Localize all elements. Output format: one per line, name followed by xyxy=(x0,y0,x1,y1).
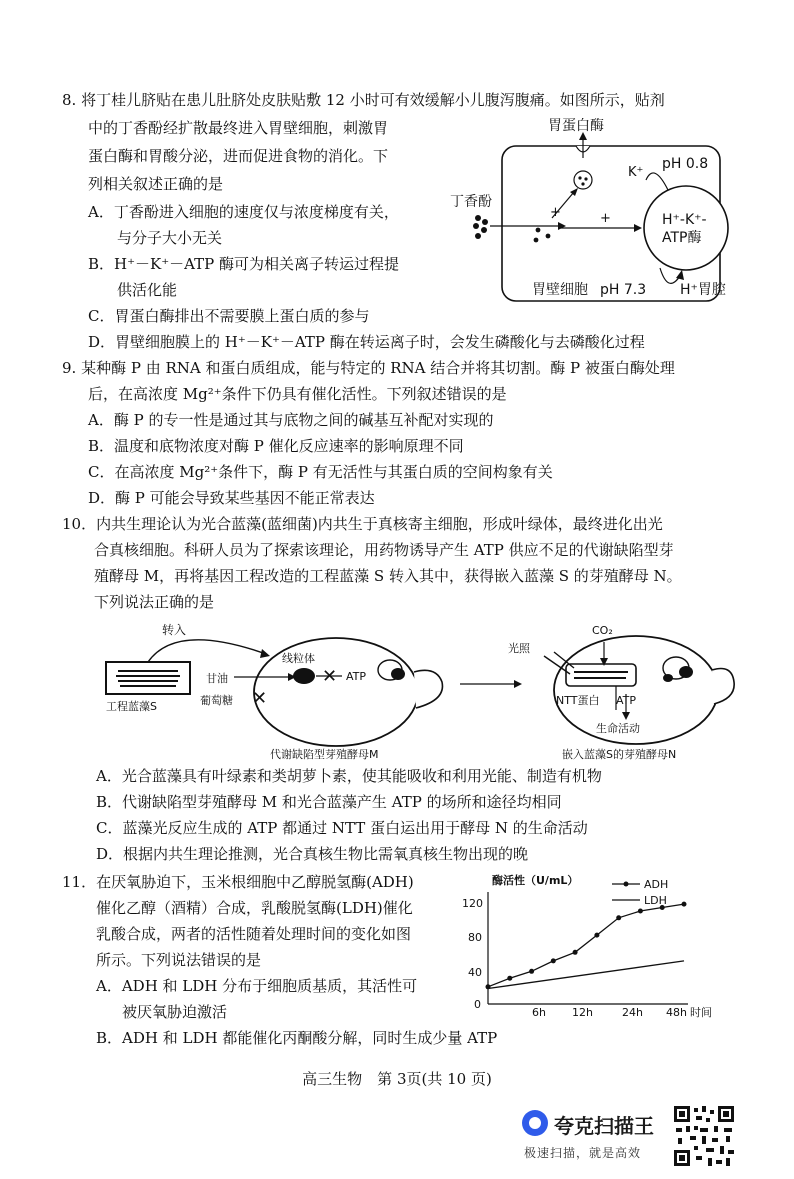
vesicle xyxy=(574,171,592,189)
q9-option-a: A．酶 P 的专一性是通过其与底物之间的碱基互补配对实现的 xyxy=(88,411,494,429)
q11-line-2: 催化乙醇（酒精）合成，乳酸脱氢酶(LDH)催化 xyxy=(96,899,413,917)
adh-point-9 xyxy=(682,902,687,907)
legend-ldh-label: LDH xyxy=(644,894,667,907)
label-plus-1: + xyxy=(550,205,561,220)
chart-xlabel: 时间 xyxy=(690,1006,712,1019)
q10-option-a: A．光合蓝藻具有叶绿素和类胡萝卜素，使其能吸收和利用光能、制造有机物 xyxy=(96,767,602,785)
adh-point-5 xyxy=(594,933,599,938)
q11-line-4: 所示。下列说法错误的是 xyxy=(96,951,262,969)
qr-code-icon xyxy=(672,1104,736,1168)
scanner-slogan: 极速扫描，就是高效 xyxy=(524,1146,642,1160)
label-yeast-m: 代谢缺陷型芽殖酵母M xyxy=(270,748,379,761)
scanner-app-name: 夸克扫描王 xyxy=(554,1114,654,1138)
label-atp-1: ATP xyxy=(346,670,367,683)
q10-option-d: D．根据内共生理论推测，光合真核生物比需氧真核生物出现的晚 xyxy=(96,845,529,863)
label-atp-2: ATP xyxy=(616,694,637,707)
label-transfer: 转入 xyxy=(162,623,187,637)
q10-option-c: C．蓝藻光反应生成的 ATP 都通过 NTT 蛋白运出用于酵母 N 的生命活动 xyxy=(96,819,588,837)
q8-option-b-cont: 供活化能 xyxy=(117,281,178,299)
label-pepsin: 胃蛋白酶 xyxy=(548,118,604,134)
label-plus-2: + xyxy=(600,211,611,226)
q10-figure xyxy=(96,612,736,762)
adh-point-7 xyxy=(638,909,643,914)
enzyme-activity-chart xyxy=(452,868,742,1020)
y-tick-2-label: 80 xyxy=(468,931,482,944)
label-enzyme-1: H⁺-K⁺- xyxy=(662,212,707,228)
y-tick-3-label: 120 xyxy=(462,897,483,910)
label-ph73: pH 7.3 xyxy=(600,282,647,298)
q9-line-2: 后，在高浓度 Mg²⁺条件下仍具有催化活性。下列叙述错误的是 xyxy=(88,385,507,403)
adh-point-1 xyxy=(507,976,512,981)
q9-option-b: B．温度和底物浓度对酶 P 催化反应速率的影响原理不同 xyxy=(88,437,464,455)
label-k: K⁺ xyxy=(628,165,644,180)
embedded-cyanobacteria xyxy=(566,664,636,686)
adh-point-3 xyxy=(551,958,556,963)
adh-point-6 xyxy=(616,915,621,920)
q10-line-4: 下列说法正确的是 xyxy=(94,593,215,611)
label-eugenol: 丁香酚 xyxy=(450,194,492,210)
x-mark-2: ✕ xyxy=(252,688,268,709)
x-tick-0-label: 6h xyxy=(532,1006,546,1019)
adh-point-2 xyxy=(529,969,534,974)
q10-line-2: 合真核细胞。科研人员为了探索该理论，用药物诱导产生 ATP 供应不足的代谢缺陷型芽 xyxy=(94,541,674,559)
mitochondrion xyxy=(293,668,315,684)
q11-line-1: 11．在厌氧胁迫下，玉米根细胞中乙醇脱氢酶(ADH) xyxy=(62,873,414,891)
q8-line-1: 8. 将丁桂儿脐贴在患儿肚脐处皮肤贴敷 12 小时可有效缓解小儿腹泻腹痛。如图所示，贴剂 xyxy=(62,91,665,109)
page-footer: 高三生物 第 3页(共 10 页) xyxy=(302,1070,492,1088)
y-tick-1-label: 40 xyxy=(468,966,482,979)
series-layer xyxy=(486,902,687,990)
q10-line-1: 10．内共生理论认为光合蓝藻(蓝细菌)内共生于真核寄主细胞，形成叶绿体，最终进化出光 xyxy=(62,515,663,533)
q8-line-3: 蛋白酶和胃酸分泌，进而促进食物的消化。下 xyxy=(88,147,389,165)
eugenol-molecules xyxy=(473,215,488,239)
series-line-ldh xyxy=(488,961,684,989)
q8-figure xyxy=(440,118,740,308)
legend-adh-label: ADH xyxy=(644,878,669,891)
label-life-activity: 生命活动 xyxy=(596,722,640,735)
label-ph08: pH 0.8 xyxy=(662,156,709,172)
adh-point-4 xyxy=(573,950,578,955)
y-tick-0-label: 0 xyxy=(474,998,481,1011)
q8-option-b: B．H⁺－K⁺－ATP 酶可为相关离子转运过程提 xyxy=(88,255,400,273)
hk-atpase-pump xyxy=(644,186,728,270)
scanner-logo-icon xyxy=(522,1110,548,1136)
q8-option-a: A．丁香酚进入细胞的速度仅与浓度梯度有关， xyxy=(88,203,399,221)
chart-ylabel: 酶活性（U/mL） xyxy=(492,874,579,887)
q9-option-c: C．在高浓度 Mg²⁺条件下，酶 P 有无活性与其蛋白质的空间构象有关 xyxy=(88,463,553,481)
yeast-m-cell xyxy=(254,638,418,746)
label-co2: CO₂ xyxy=(592,624,613,637)
x-tick-1-label: 12h xyxy=(572,1006,593,1019)
q10-option-b: B．代谢缺陷型芽殖酵母 M 和光合蓝藻产生 ATP 的场所和途径均相同 xyxy=(96,793,562,811)
q11-option-a: A．ADH 和 LDH 分布于细胞质基质，其活性可 xyxy=(96,977,418,995)
q8-line-2: 中的丁香酚经扩散最终进入胃壁细胞，刺激胃 xyxy=(88,119,389,137)
q8-option-c: C．胃蛋白酶排出不需要膜上蛋白质的参与 xyxy=(88,307,370,325)
scanner-watermark xyxy=(522,1104,766,1168)
q8-option-a-cont: 与分子大小无关 xyxy=(117,229,223,247)
label-ntt: NTT蛋白 xyxy=(556,694,600,707)
label-glycerol: 甘油 xyxy=(206,672,228,685)
engineered-cyanobacteria xyxy=(106,662,190,694)
label-enzyme-2: ATP酶 xyxy=(662,230,702,246)
label-yeast-n: 嵌入蓝藻S的芽殖酵母N xyxy=(562,748,677,761)
x-tick-2-label: 24h xyxy=(622,1006,643,1019)
q8-line-4: 列相关叙述正确的是 xyxy=(88,175,224,193)
label-cavity: H⁺胃腔 xyxy=(680,282,726,298)
q9-option-d: D．酶 P 可能会导致某些基因不能正常表达 xyxy=(88,489,375,507)
q10-line-3: 殖酵母 M，再将基因工程改造的工程蓝藻 S 转入其中，获得嵌入蓝藻 S 的芽殖酵母 N。 xyxy=(94,567,682,585)
label-mitochondrion: 线粒体 xyxy=(282,652,315,665)
label-cell: 胃壁细胞 xyxy=(532,282,588,298)
q8-option-d: D．胃壁细胞膜上的 H⁺－K⁺－ATP 酶在转运离子时，会发生磷酸化与去磷酸化过程 xyxy=(88,333,645,351)
q9-line-1: 9. 某种酶 P 由 RNA 和蛋白质组成，能与特定的 RNA 结合并将其切割。酶 P 被蛋白酶处理 xyxy=(62,359,675,377)
q11-option-b: B．ADH 和 LDH 都能催化丙酮酸分解，同时生成少量 ATP xyxy=(96,1029,498,1047)
x-mark-1: ✕ xyxy=(322,666,338,687)
label-glucose: 葡萄糖 xyxy=(200,694,233,707)
q11-option-a-cont: 被厌氧胁迫激活 xyxy=(122,1003,228,1021)
legend-adh-marker xyxy=(624,882,629,887)
label-light: 光照 xyxy=(508,642,530,655)
label-engineered-s: 工程蓝藻S xyxy=(106,700,157,713)
q11-line-3: 乳酸合成，两者的活性随着处理时间的变化如图 xyxy=(96,925,412,943)
x-tick-3-label: 48h xyxy=(666,1006,687,1019)
